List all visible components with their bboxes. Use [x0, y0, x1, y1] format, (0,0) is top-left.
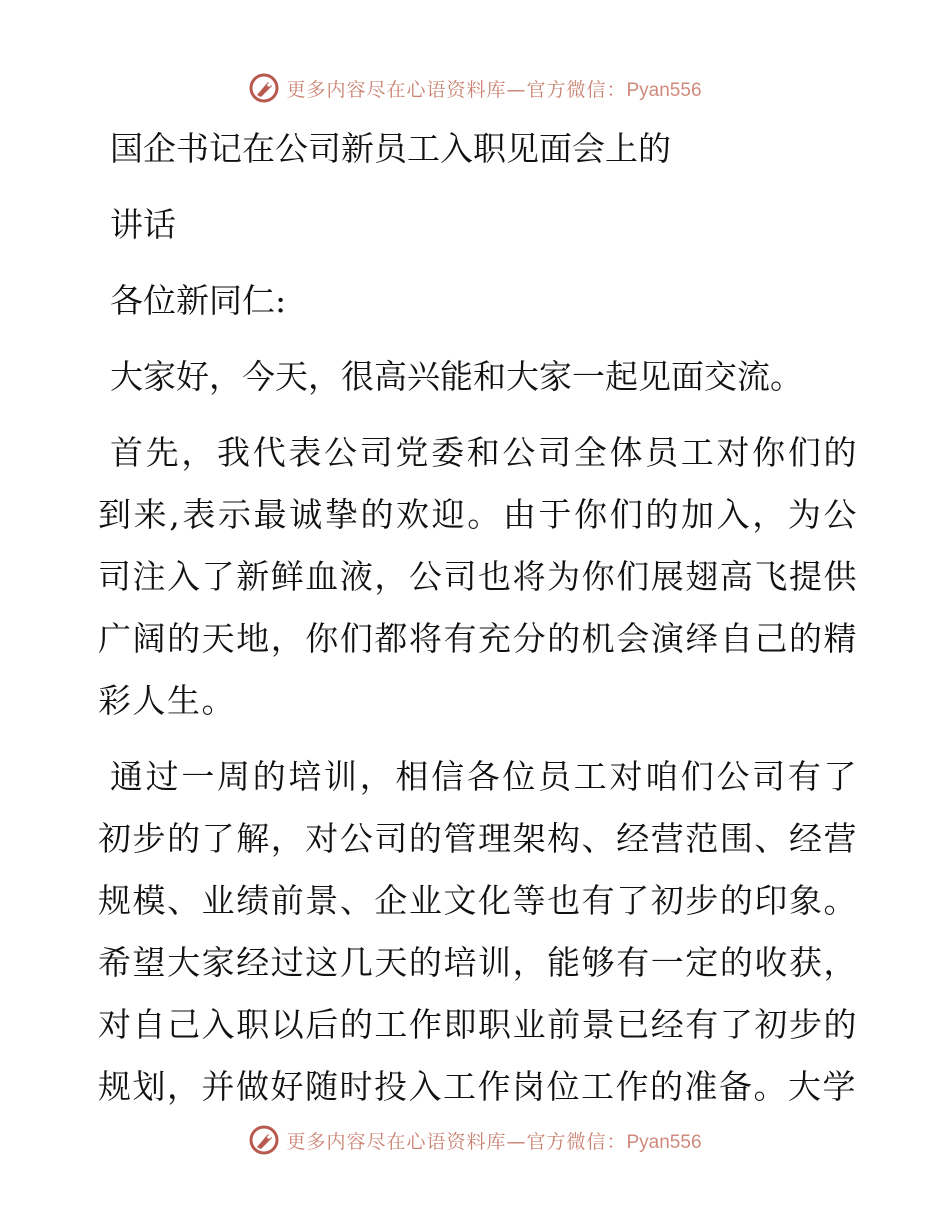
footer-watermark	[0, 1124, 950, 1156]
paragraph-welcome: 首先，我代表公司党委和公司全体员工对你们的到来,表示最诚挚的欢迎。由于你们的加入，为公司注入了新鲜血液，公司也将为你们展翅高飞提供广阔的天地，你们都将有充分的机会演绎自己的精彩人生。	[98, 433, 858, 720]
pen-nib-icon	[248, 72, 280, 104]
salutation: 各位新同仁:	[110, 281, 287, 320]
pen-nib-icon	[248, 1124, 280, 1156]
title-line-2: 讲话	[110, 205, 176, 244]
greeting: 大家好，今天，很高兴能和大家一起见面交流。	[110, 357, 803, 396]
watermark-text: 更多内容尽在心语资料库—官方微信：Pyan556	[286, 78, 702, 101]
watermark-text: 更多内容尽在心语资料库—官方微信：Pyan556	[286, 1130, 702, 1153]
paragraph-training: 通过一周的培训，相信各位员工对咱们公司有了初步的了解，对公司的管理架构、经营范围、经营规模、业绩前景、企业文化等也有了初步的印象。希望大家经过这几天的培训，能够有一定的收获，对自己入职以后的工作即职业前景已经有了初步的规划，并做好随时投入工作岗位工作的准备。大学	[98, 757, 858, 1106]
header-watermark	[0, 72, 950, 104]
title-line-1: 国企书记在公司新员工入职见面会上的	[110, 129, 671, 168]
document-body	[98, 118, 858, 1118]
